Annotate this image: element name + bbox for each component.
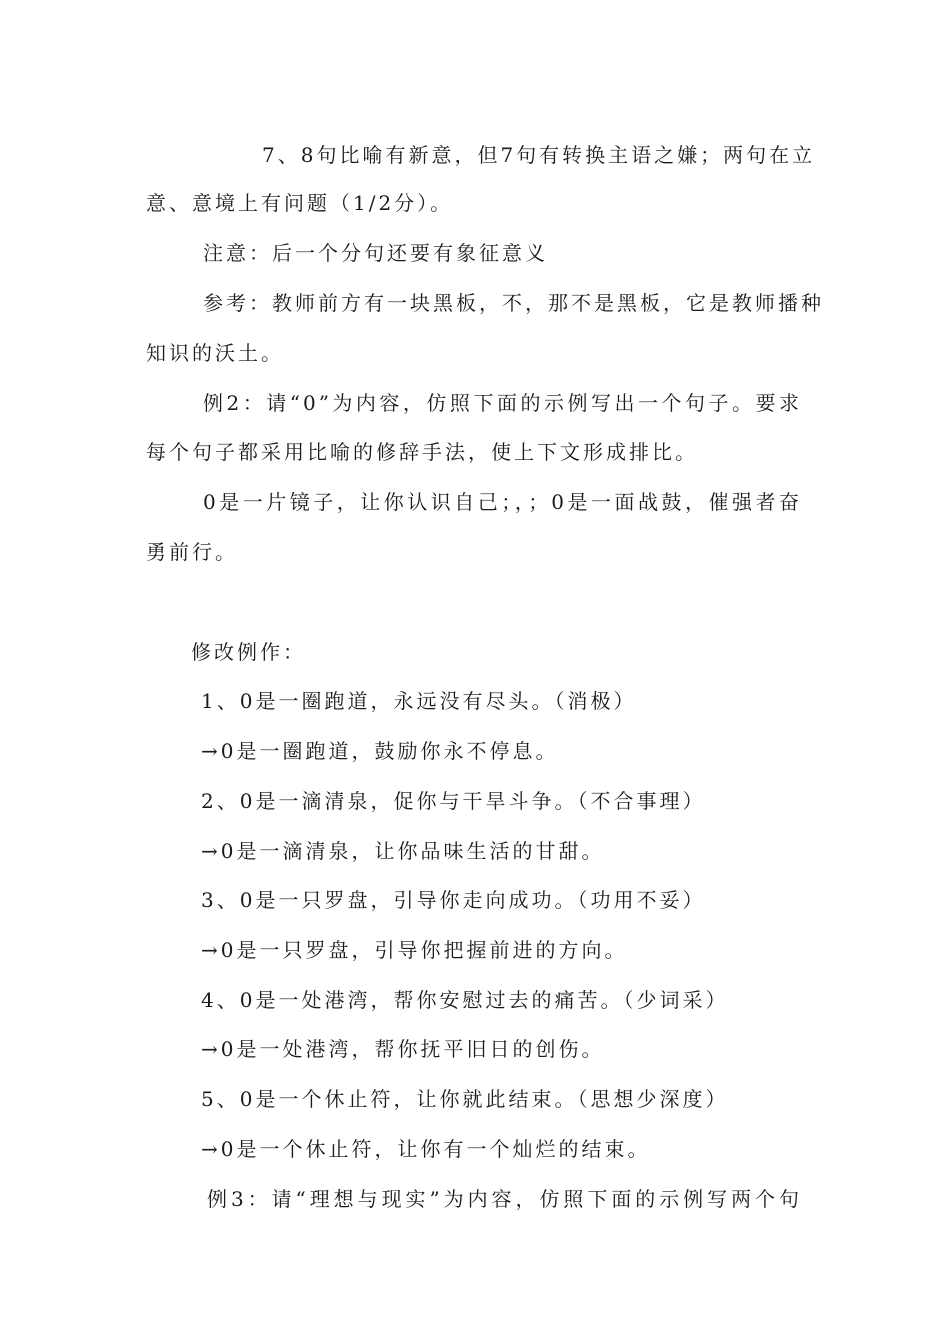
revision-5-original: 5、0是一个休止符，让你就此结束。（思想少深度） <box>201 1087 729 1111</box>
revision-3-revised: →0是一只罗盘，引导你把握前进的方向。 <box>201 938 628 962</box>
revision-3-original: 3、0是一只罗盘，引导你走向成功。（功用不妥） <box>201 888 706 912</box>
sample-line-2: 勇前行。 <box>146 540 238 564</box>
paragraph-1-line-1: 7、8句比喻有新意，但7句有转换主语之嫌；两句在立 <box>262 143 816 167</box>
revision-1-revised: →0是一圈跑道，鼓励你永不停息。 <box>201 739 559 763</box>
reference-line-2: 知识的沃土。 <box>146 341 284 365</box>
paragraph-1-line-2: 意、意境上有问题（1/2分）。 <box>146 191 454 215</box>
revision-1-original: 1、0是一圈跑道，永远没有尽头。（消极） <box>201 689 637 713</box>
example-2-line-2: 每个句子都采用比喻的修辞手法，使上下文形成排比。 <box>146 440 698 464</box>
reference-line-1: 参考：教师前方有一块黑板，不，那不是黑板，它是教师播种 <box>203 291 824 315</box>
revision-2-original: 2、0是一滴清泉，促你与干旱斗争。（不合事理） <box>201 789 706 813</box>
note-line: 注意：后一个分句还要有象征意义 <box>203 241 548 265</box>
revision-2-revised: →0是一滴清泉，让你品味生活的甘甜。 <box>201 839 605 863</box>
revision-5-revised: →0是一个休止符，让你有一个灿烂的结束。 <box>201 1137 651 1161</box>
sample-line-1: 0是一片镜子，让你认识自己；，；0是一面战鼓，催强者奋 <box>203 490 802 514</box>
example-2-line-1: 例2：请“0”为内容，仿照下面的示例写出一个句子。要求 <box>203 391 802 415</box>
revision-heading: 修改例作： <box>191 640 306 664</box>
example-3-line-1: 例3：请“理想与现实”为内容，仿照下面的示例写两个句 <box>207 1187 802 1211</box>
revision-4-revised: →0是一处港湾，帮你抚平旧日的创伤。 <box>201 1037 605 1061</box>
revision-4-original: 4、0是一处港湾，帮你安慰过去的痛苦。（少词采） <box>201 988 729 1012</box>
